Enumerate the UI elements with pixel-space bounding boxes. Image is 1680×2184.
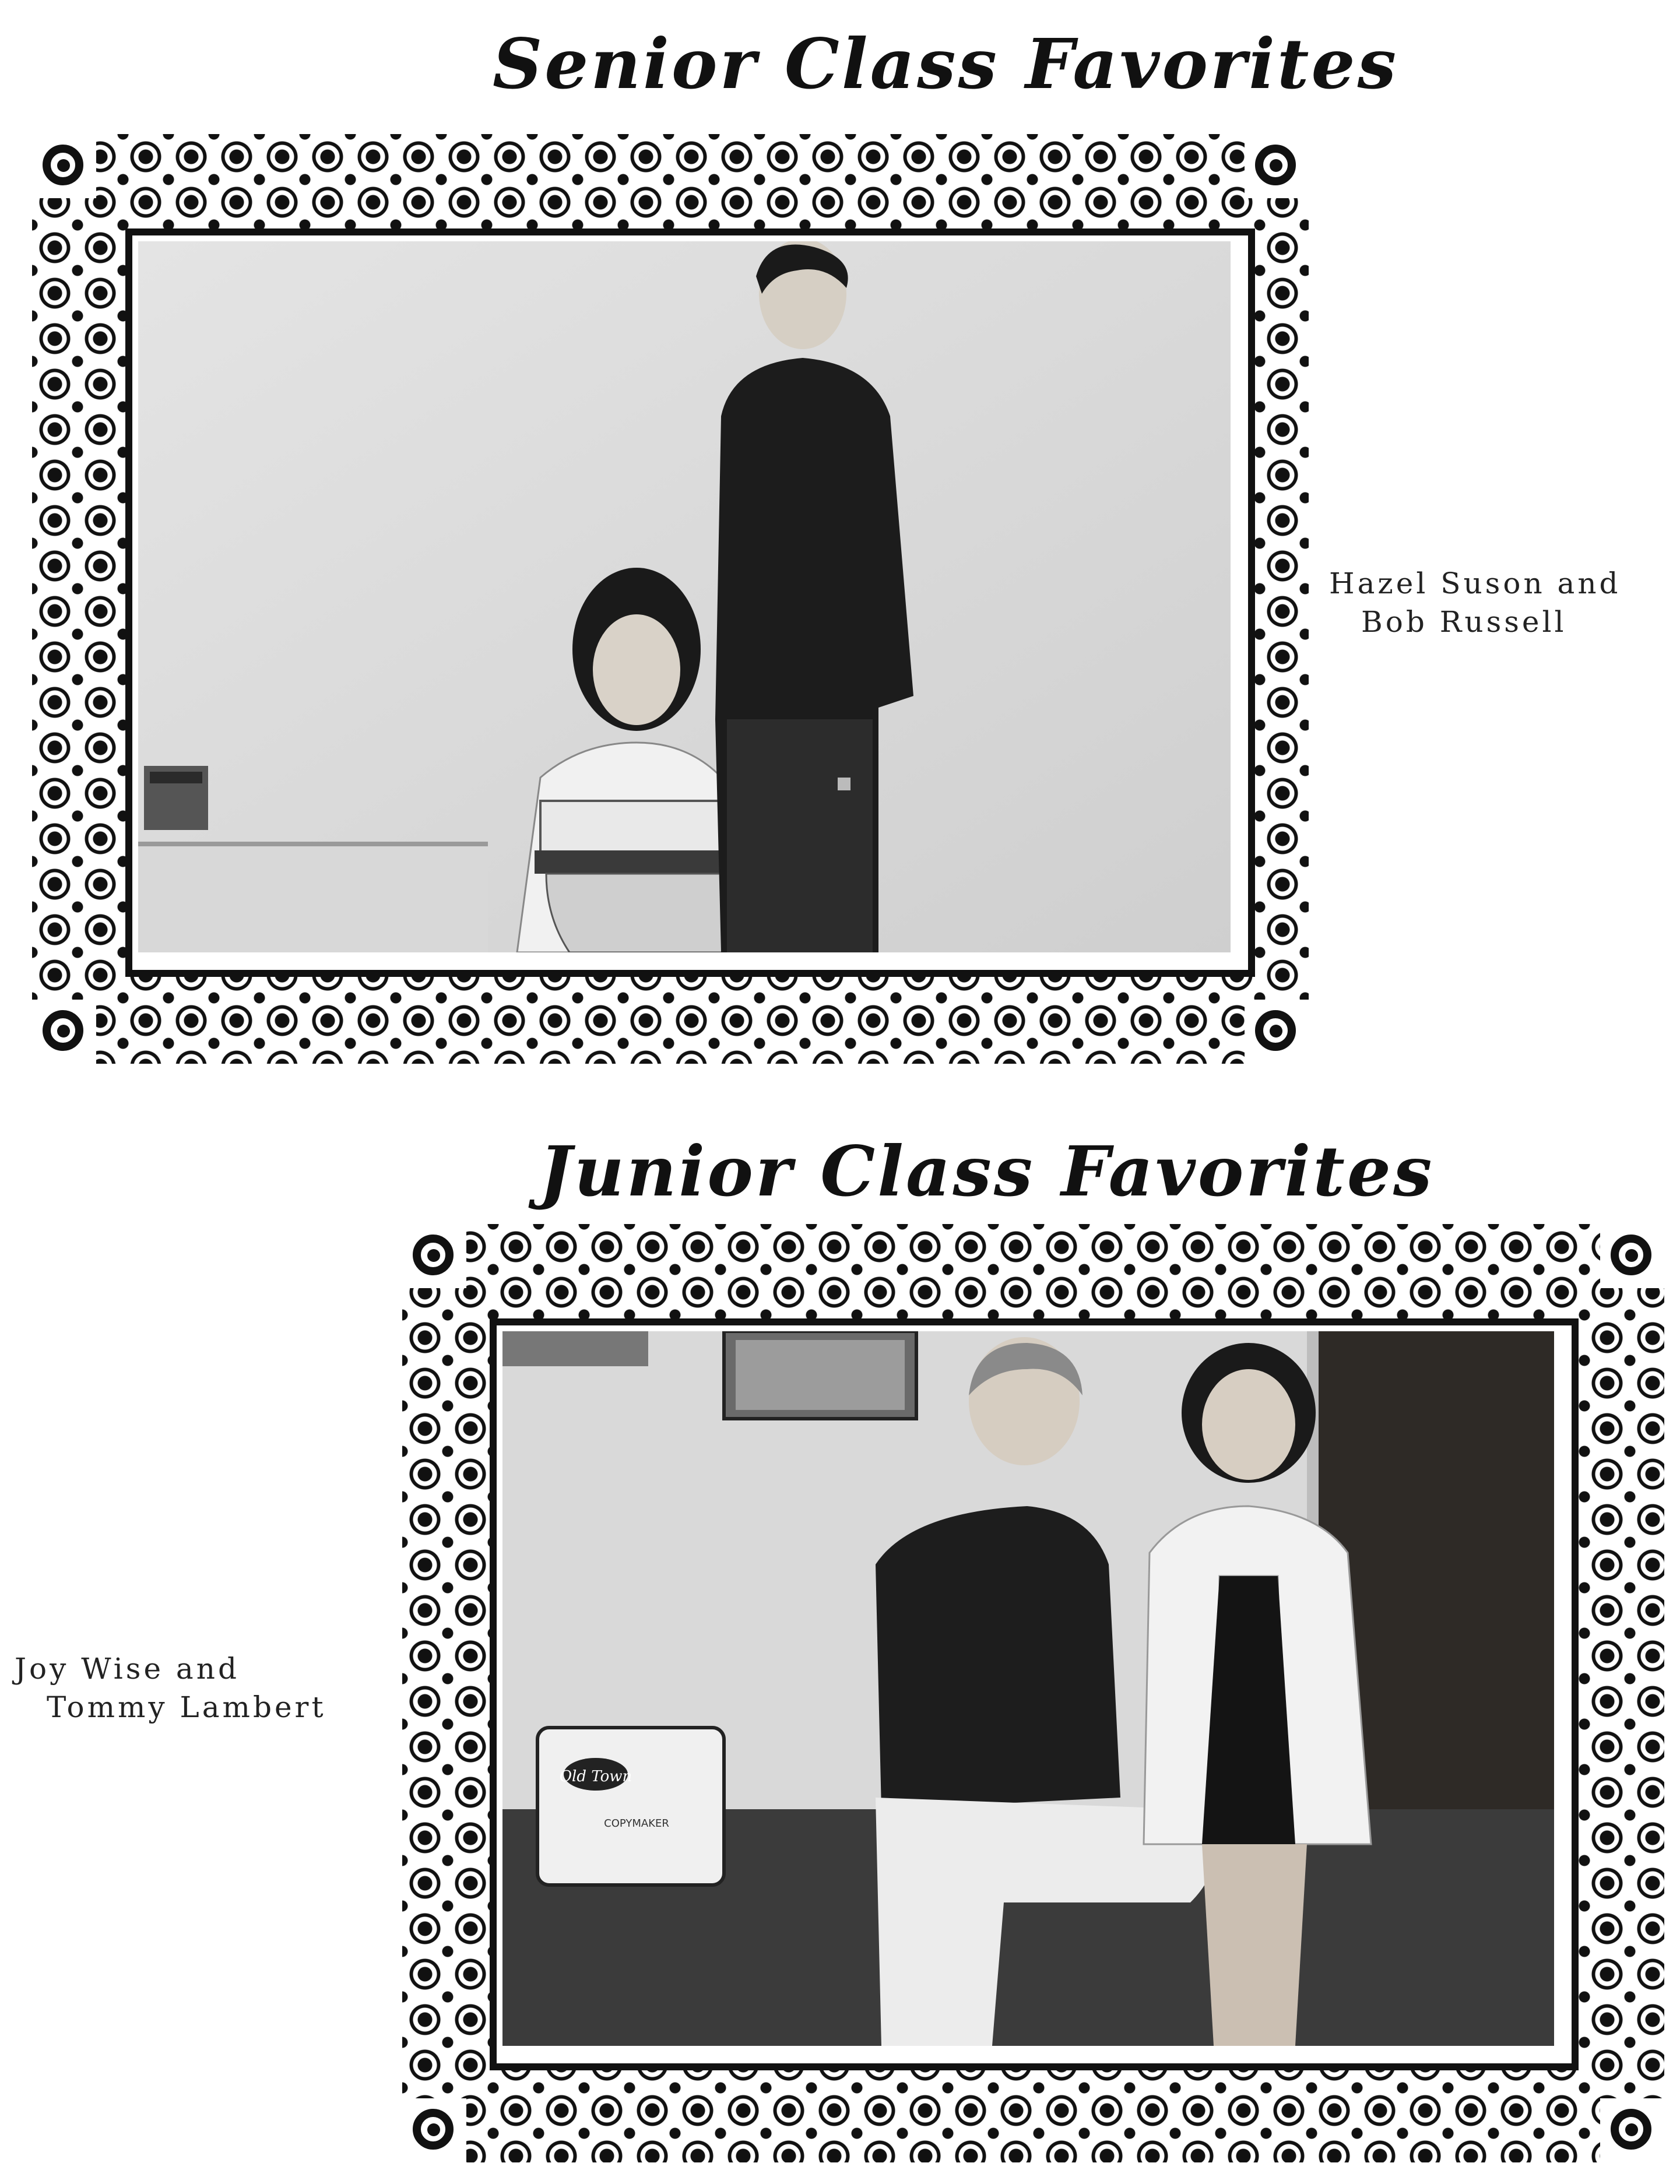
senior-photo [138, 241, 1242, 964]
senior-heading: Senior Class Favorites [493, 23, 1399, 104]
junior-caption-line1: Joy Wise and [15, 1652, 240, 1686]
ornament-corner-icon [1245, 134, 1309, 198]
ornament-corner-icon [32, 134, 96, 198]
ornament-corner-icon [1245, 1000, 1309, 1064]
ornament-corner-icon [1600, 1224, 1664, 1288]
senior-ornamental-frame [32, 134, 1309, 1064]
junior-caption-line2: Tommy Lambert [47, 1690, 326, 1724]
junior-ornamental-frame [402, 1224, 1664, 2162]
ornament-corner-icon [32, 1000, 96, 1064]
senior-photo-mat [125, 228, 1255, 977]
junior-caption [15, 1650, 326, 1726]
copier-label-text: COPYMAKER [604, 1817, 669, 1830]
junior-heading: Junior Class Favorites [539, 1131, 1435, 1212]
ornament-corner-icon [402, 1224, 466, 1288]
junior-photo [502, 1331, 1566, 2058]
copier-brand-text: Old Town [559, 1768, 632, 1785]
ornament-corner-icon [402, 2098, 466, 2162]
junior-photo-mat [490, 1318, 1579, 2070]
senior-caption-line1: Hazel Suson and [1329, 567, 1621, 600]
senior-caption [1329, 564, 1621, 641]
ornament-corner-icon [1600, 2098, 1664, 2162]
senior-caption-line2: Bob Russell [1361, 605, 1567, 639]
